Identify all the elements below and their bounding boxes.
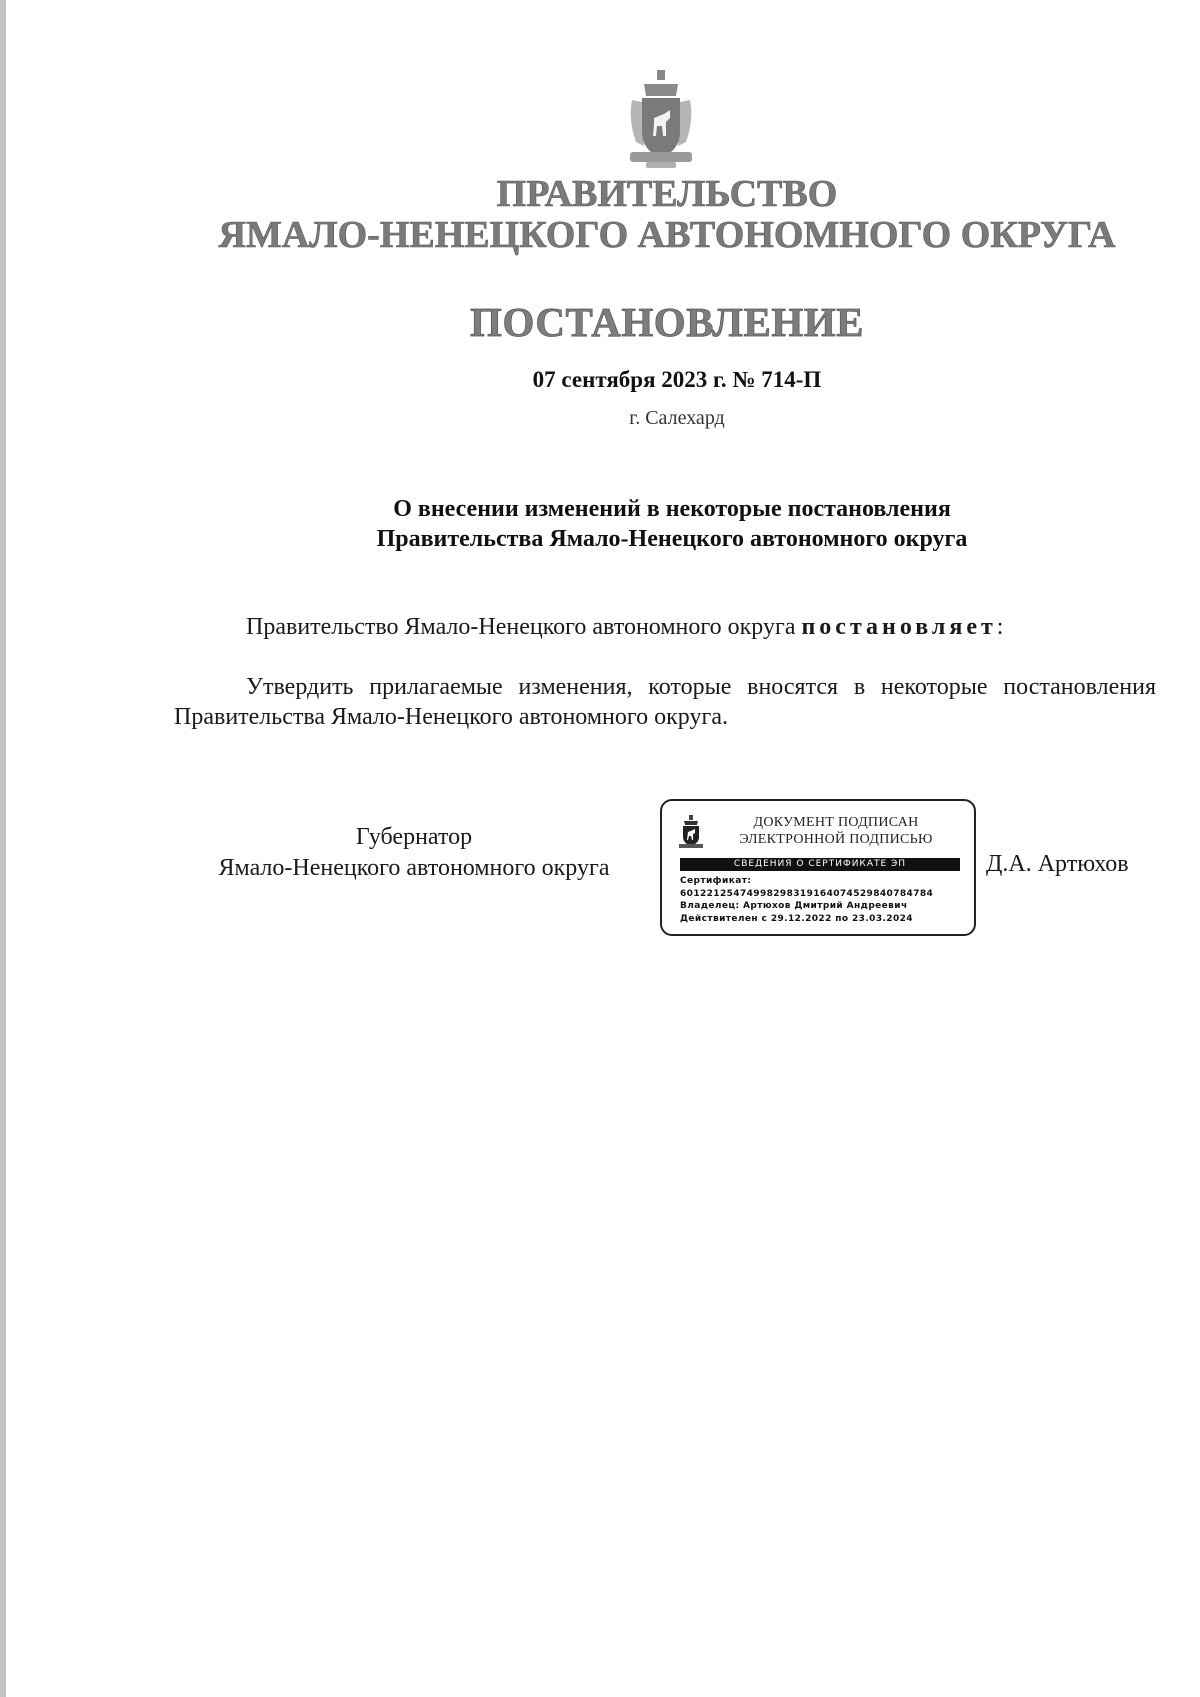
certificate-info-bar: СВЕДЕНИЯ О СЕРТИФИКАТЕ ЭП [680, 858, 960, 871]
stamp-emblem-icon [678, 815, 704, 849]
organization-title-line1: ПРАВИТЕЛЬСТВО [496, 173, 838, 215]
preamble-colon: : [996, 614, 1004, 640]
document-city: г. Салехард [629, 407, 725, 429]
certificate-details [680, 875, 933, 925]
electronic-signature-stamp [660, 799, 976, 936]
resolution-paragraph: Утвердить прилагаемые изменения, которые вносятся в некоторые постановления Правительства Ямало-Ненецкого автономного округа. [174, 674, 1156, 730]
preamble-paragraph [246, 612, 1166, 642]
signer-name: Д.А. Артюхов [986, 851, 1129, 877]
certificate-label: Сертификат: [680, 876, 752, 886]
preamble-emphasis: постановляет [801, 614, 997, 640]
certificate-owner: Владелец: Артюхов Дмитрий Андреевич [680, 901, 908, 911]
stamp-title [716, 814, 956, 848]
signer-position-line1: Губернатор [355, 824, 473, 850]
preamble-text: Правительство Ямало-Ненецкого автономного округа [246, 614, 802, 640]
document-subject [12, 494, 1200, 554]
coat-of-arms-icon [626, 70, 696, 170]
document-type-heading: ПОСТАНОВЛЕНИЕ [470, 299, 864, 345]
signer-position-line2: Ямало-Ненецкого автономного округа [218, 855, 610, 881]
organization-title-line2: ЯМАЛО-НЕНЕЦКОГО АВТОНОМНОГО ОКРУГА [218, 214, 1116, 256]
stamp-title-line2: ЭЛЕКТРОННОЙ ПОДПИСЬЮ [739, 832, 933, 847]
subject-line2: Правительства Ямало-Ненецкого автономного округа [376, 526, 968, 552]
subject-line1: О внесении изменений в некоторые постановления [393, 496, 951, 522]
certificate-validity: Действителен с 29.12.2022 по 23.03.2024 [680, 913, 913, 924]
signer-position [174, 822, 654, 884]
certificate-number: 60122125474998298319164074529840784784 [680, 888, 934, 899]
document-page [6, 0, 1200, 1697]
document-date-number: 07 сентября 2023 г. № 714-П [532, 367, 822, 392]
stamp-title-line1: ДОКУМЕНТ ПОДПИСАН [753, 815, 919, 830]
